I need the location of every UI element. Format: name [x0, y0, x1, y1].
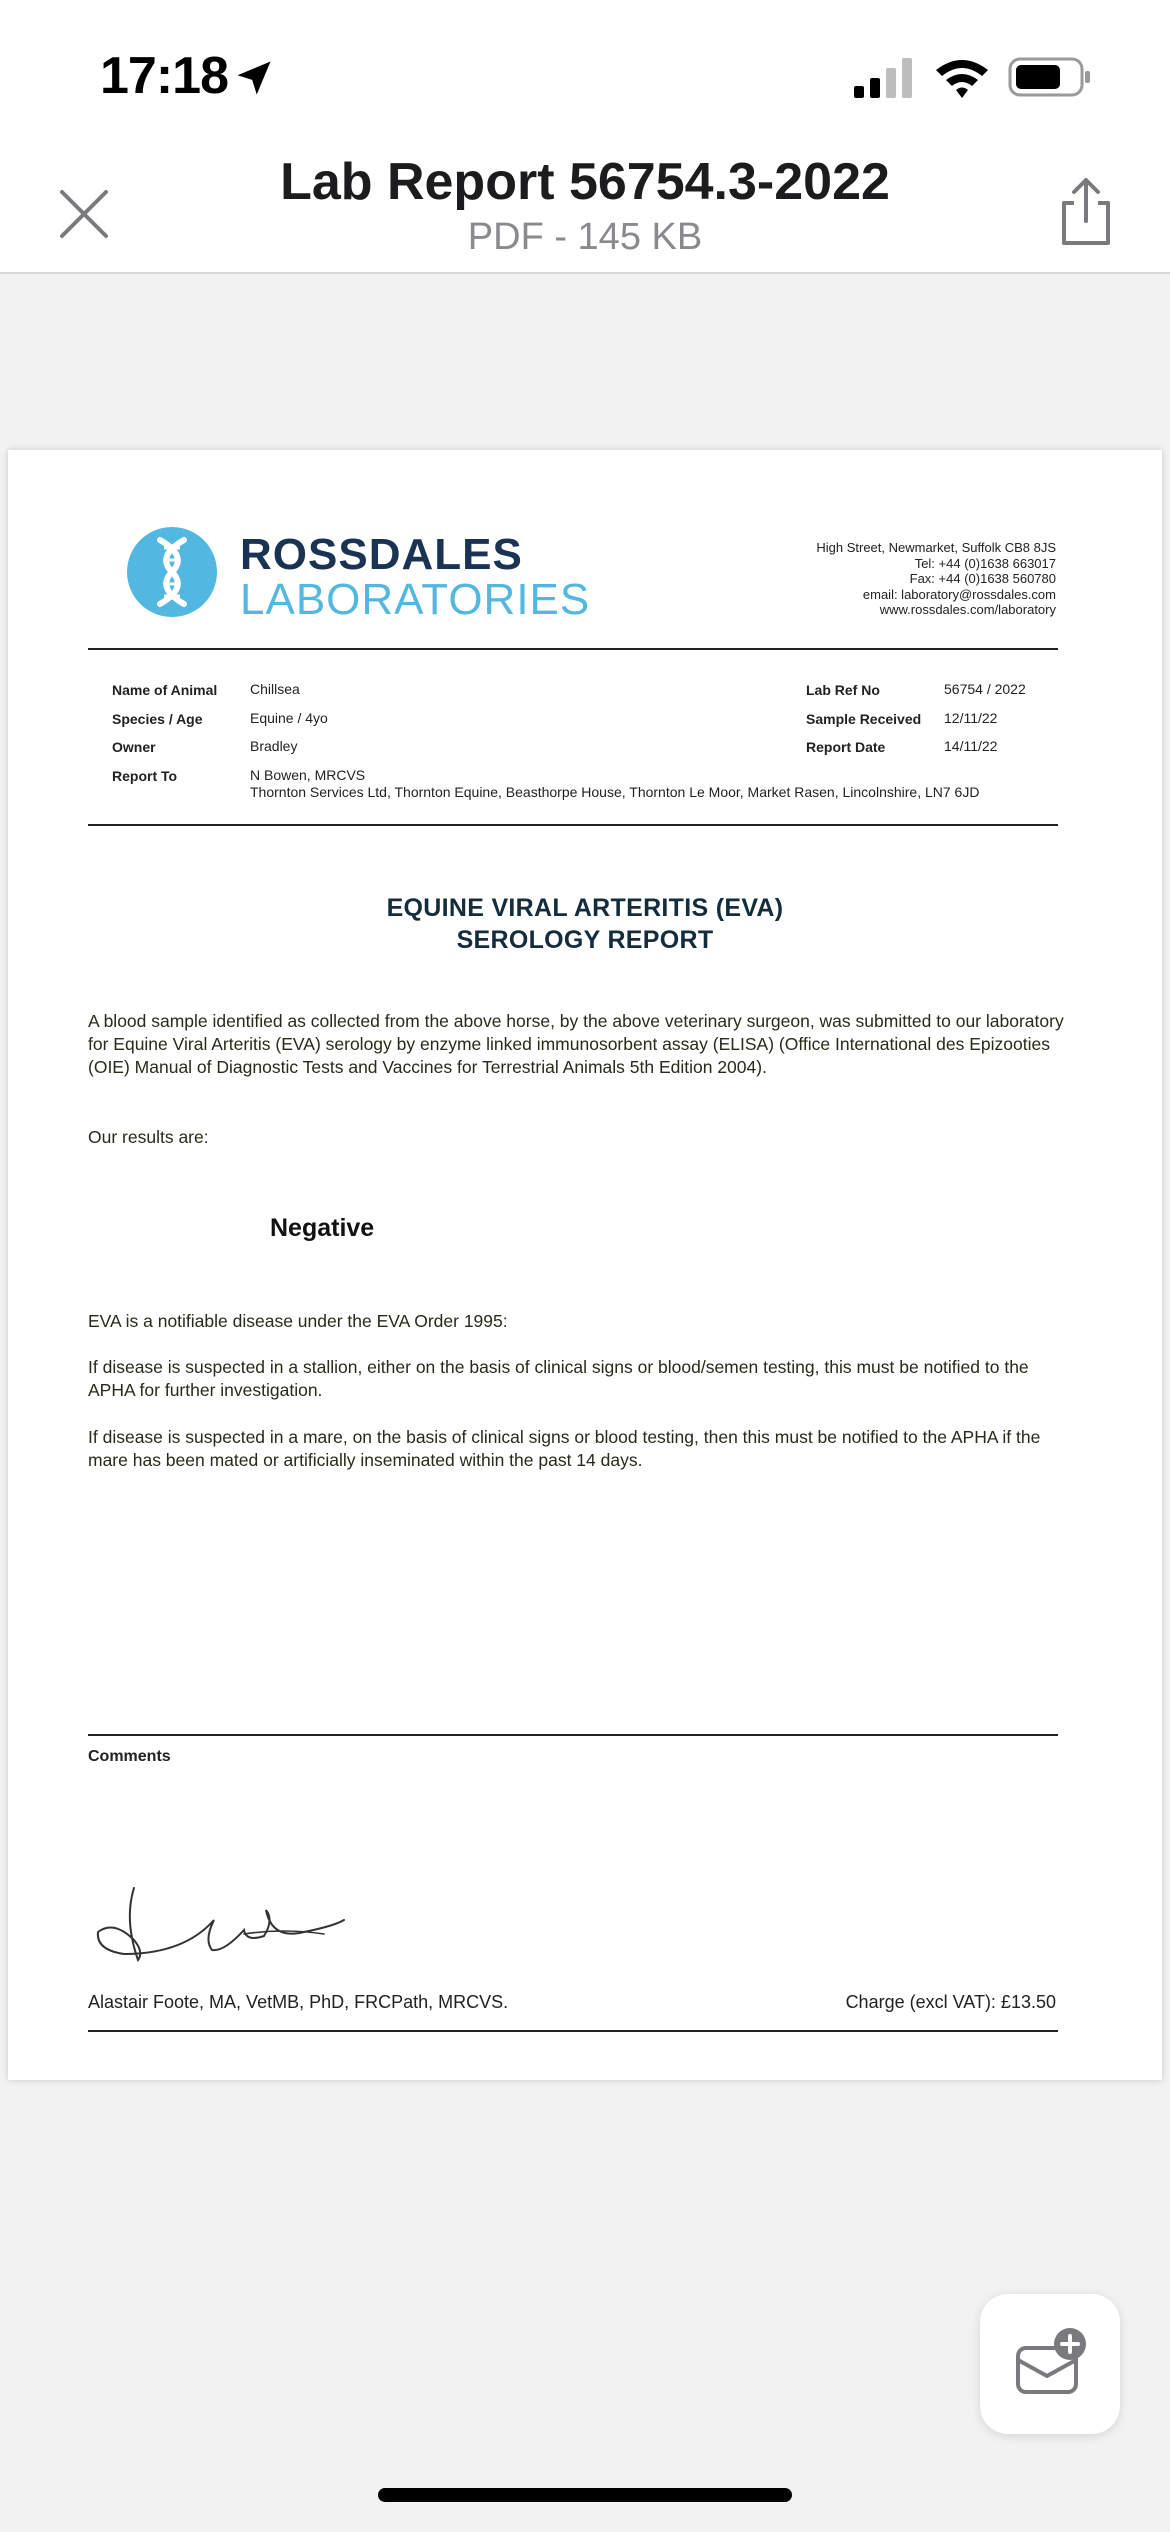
contact-address: High Street, Newmarket, Suffolk CB8 8JS	[816, 540, 1056, 555]
logo-text-rossdales: ROSSDALES	[240, 530, 523, 579]
document-title: Lab Report 56754.3-2022	[280, 153, 890, 211]
comments-label: Comments	[88, 1748, 171, 1765]
cellular-signal-icon	[852, 58, 916, 98]
report-title-line2: SEROLOGY REPORT	[456, 926, 714, 954]
report-title-line1: EQUINE VIRAL ARTERITIS (EVA)	[386, 894, 784, 922]
report-date-value: 14/11/22	[944, 738, 998, 754]
owner-value: Bradley	[250, 738, 298, 754]
species-value: Equine / 4yo	[250, 710, 328, 726]
report-to-name: N Bowen, MRCVS	[250, 767, 366, 783]
compose-mail-icon	[1012, 2326, 1088, 2402]
status-time: 17:18	[100, 47, 228, 105]
animal-label: Name of Animal	[112, 682, 218, 698]
home-indicator[interactable]	[378, 2488, 792, 2502]
lab-ref-value: 56754 / 2022	[944, 681, 1026, 697]
signature-image	[94, 1880, 354, 1970]
divider	[88, 2030, 1058, 2032]
notifiable-text: EVA is a notifiable disease under the EVA Order 1995:	[88, 1311, 508, 1331]
divider	[88, 1734, 1058, 1736]
nav-header	[0, 140, 1170, 274]
status-bar	[0, 0, 1170, 140]
report-to-label: Report To	[112, 768, 178, 784]
close-button[interactable]	[48, 178, 120, 250]
contact-tel: Tel: +44 (0)1638 663017	[914, 555, 1056, 571]
divider	[88, 824, 1058, 826]
divider	[88, 648, 1058, 650]
animal-value: Chillsea	[250, 681, 300, 697]
report-to-address: Thornton Services Ltd, Thornton Equine, Beasthorpe House, Thornton Le Moor, Market Rasen, Lincolnshire, LN7 6JD	[250, 784, 980, 800]
mare-note: If disease is suspected in a mare, on the basis of clinical signs or blood testing, then this must be notified to the APHA if the mare has been mated or artificially inseminated within the past 14 days.	[88, 1427, 1041, 1470]
share-button[interactable]	[1050, 170, 1122, 254]
species-label: Species / Age	[112, 711, 203, 727]
battery-icon	[1008, 56, 1092, 98]
document-subtitle: PDF - 145 KB	[467, 216, 703, 258]
location-arrow-icon	[232, 56, 276, 100]
sample-received-value: 12/11/22	[944, 710, 998, 726]
logo-text-laboratories: LABORATORIES	[240, 575, 591, 624]
intro-paragraph: A blood sample identified as collected from the above horse, by the above veterinary surgeon, was submitted to our laboratory for Equine Viral Arteritis (EVA) serology by enzyme linked immunosorbent assay (ELISA) (Office International des Epizooties (OIE) Manual of Diagnostic Tests and Vaccines for Terrestrial Animals 5th Edition 2004).	[88, 1011, 1064, 1077]
contact-fax: Fax: +44 (0)1638 560780	[909, 571, 1056, 586]
owner-label: Owner	[112, 739, 156, 755]
test-result: Negative	[270, 1214, 375, 1242]
contact-email: email: laboratory@rossdales.com	[862, 586, 1056, 602]
report-date-label: Report Date	[806, 739, 886, 755]
wifi-icon	[934, 56, 990, 100]
dna-logo-icon	[126, 526, 218, 618]
share-icon	[1056, 177, 1116, 247]
charge-amount: Charge (excl VAT): £13.50	[845, 1992, 1056, 2012]
sample-received-label: Sample Received	[806, 711, 922, 727]
contact-web: www.rossdales.com/laboratory	[879, 602, 1056, 617]
markup-compose-button[interactable]	[980, 2294, 1120, 2434]
contact-block	[816, 540, 1056, 618]
signatory-name: Alastair Foote, MA, VetMB, PhD, FRCPath, MRCVS.	[88, 1992, 509, 2012]
stallion-note: If disease is suspected in a stallion, either on the basis of clinical signs or blood/semen testing, this must be notified to the APHA for further investigation.	[88, 1357, 1029, 1400]
lab-ref-label: Lab Ref No	[806, 682, 880, 698]
pdf-page[interactable]	[8, 450, 1162, 2080]
results-intro: Our results are:	[88, 1127, 209, 1147]
close-icon	[56, 186, 112, 242]
